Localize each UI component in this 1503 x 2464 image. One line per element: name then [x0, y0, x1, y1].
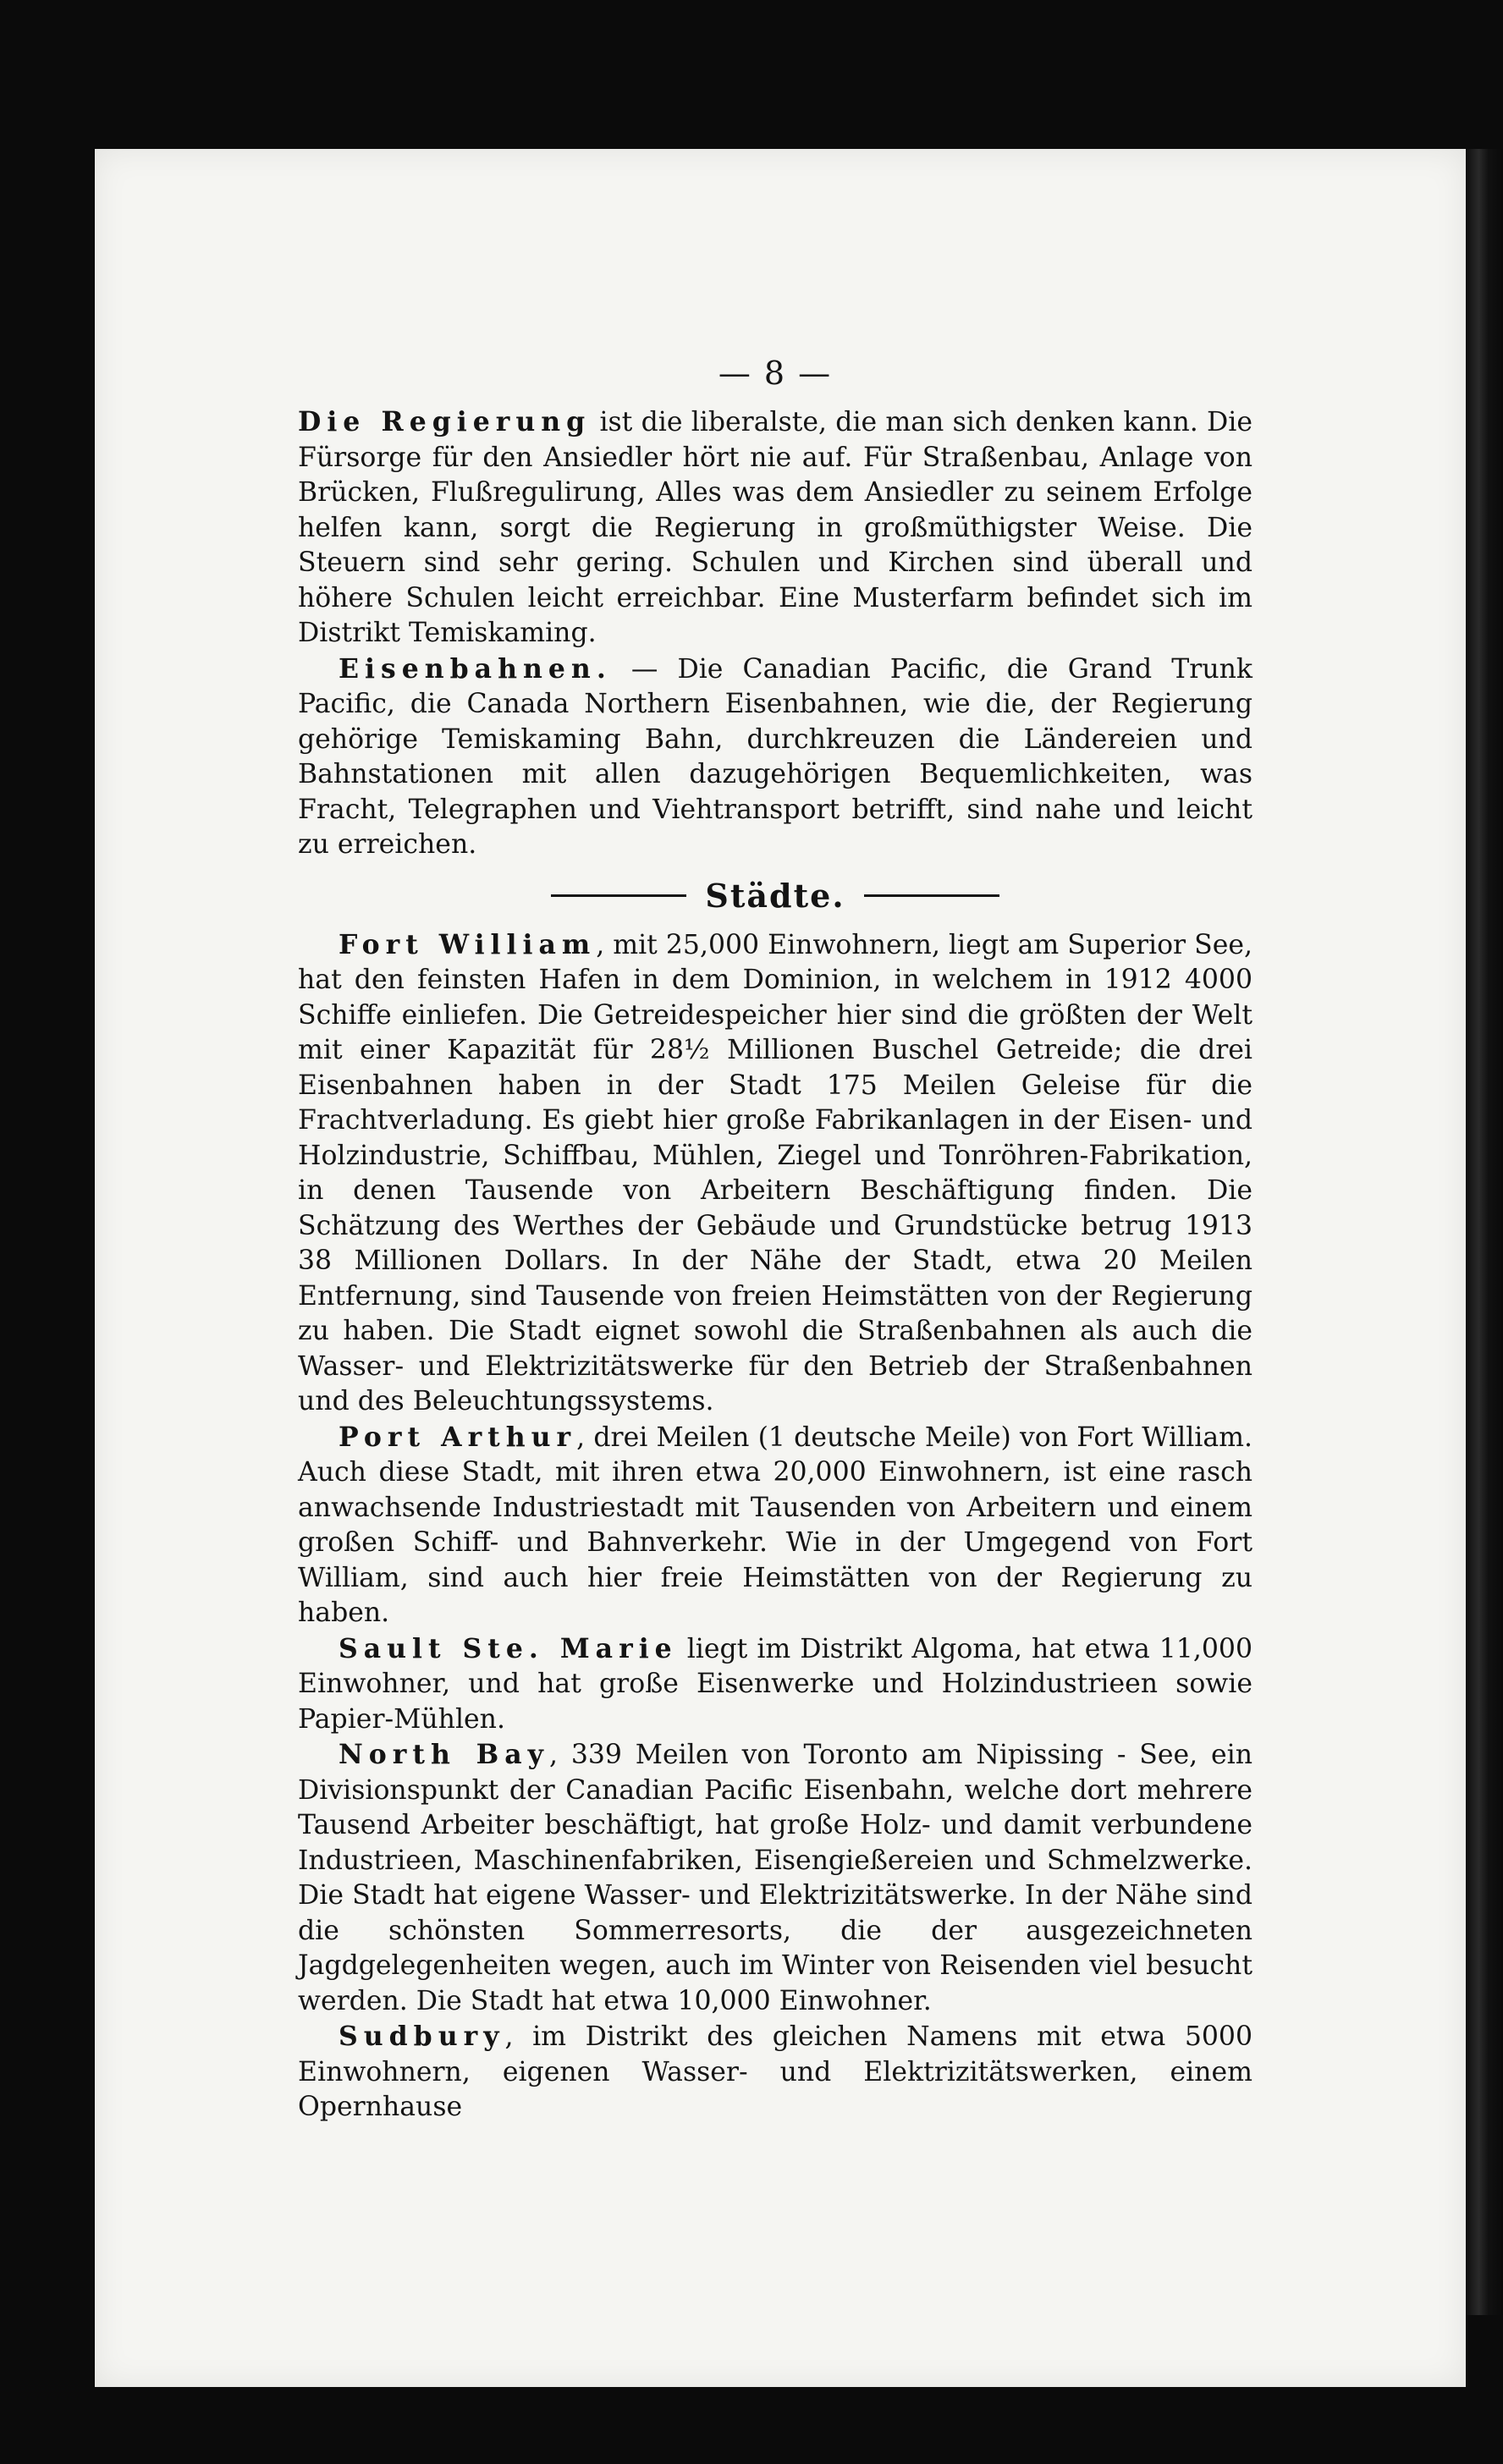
paragraph-port-arthur [298, 1420, 1252, 1631]
paragraph-lead: North Bay [339, 1739, 549, 1770]
heading-rule-left [551, 894, 686, 897]
paragraph-text: liegt im Distrikt Algoma, hat etwa 11,000 Einwohner, und hat große Eisenwerke und Holzindustrieen sowie Papier-Mühlen. [298, 1633, 1252, 1735]
paragraph-text: , drei Meilen (1 deutsche Meile) von Fort William. Auch diese Stadt, mit ihren etwa 20,000 Einwohnern, ist eine rasch anwachsende Industriestadt mit Tausenden von Arbeitern und einem großen Schiff- und Bahnverkehr. Wie in der Umgegend von Fort William, sind auch hier freie Heimstätten von der Regierung zu haben. [298, 1422, 1253, 1628]
paragraph-text: — Die Canadian Pacific, die Grand Trunk Pacific, die Canada Northern Eisenbahnen, wie die, der Regierung gehörige Temiskaming Bahn, durchkreuzen die Ländereien und Bahnstationen mit allen dazugehörigen Bequemlichkeiten, was Fracht, Telegraphen und Viehtransport betrifft, sind nahe und leicht zu erreichen. [298, 653, 1252, 860]
paragraph-lead: Sudbury [339, 2021, 505, 2052]
paragraph-lead: Fort William [339, 928, 597, 960]
paragraph-text: , mit 25,000 Einwohnern, liegt am Superior See, hat den feinsten Hafen in dem Dominion, in welchem in 1912 4000 Schiffe einliefen. Die Getreidespeicher hier sind die größten der Welt mit einer Kapazität für 28½ Millionen Buschel Getreide; die drei Eisenbahnen haben in der Stadt 175 Meilen Geleise für die Frachtverladung. Es giebt hier große Fabrikanlagen in der Eisen- und Holzindustrie, Schiffbau, Mühlen, Ziegel und Tonröhren-Fabrikation, in denen Tausende von Arbeitern Beschäftigung finden. Die Schätzung des Werthes der Gebäude und Grundstücke betrug 1913 38 Millionen Dollars. In der Nähe der Stadt, etwa 20 Meilen Entfernung, sind Tausende von freien Heimstätten von der Regierung zu haben. Die Stadt eignet sowohl die Straßenbahnen als auch die Wasser- und Elektrizitätswerke für den Betrieb der Straßenbahnen und des Beleuchtungssystems. [298, 929, 1252, 1416]
heading-rule-right [864, 894, 999, 897]
section-heading-row [298, 877, 1252, 916]
paragraph-north-bay [298, 1737, 1252, 2019]
paragraph-eisenbahnen [298, 652, 1252, 863]
section-heading: Städte. [705, 876, 845, 915]
paragraph-sault-ste-marie [298, 1631, 1252, 1738]
page-content [298, 354, 1252, 2126]
paragraph-text: , im Distrikt des gleichen Namens mit etwa 5000 Einwohnern, eigenen Wasser- und Elektrizitätswerken, einem Opernhause [298, 2021, 1252, 2122]
paragraph-lead: Eisenbahnen. [339, 652, 612, 685]
paragraph-fort-william [298, 927, 1252, 1420]
paragraph-text: ist die liberalste, die man sich denken kann. Die Fürsorge für den Ansiedler hört nie auf. Für Straßenbau, Anlage von Brücken, Flußregulirung, Alles was dem Ansiedler zu seinem Erfolge helfen kann, sorgt die Regierung in großmüthigster Weise. Die Steuern sind sehr gering. Schulen und Kirchen sind überall und höhere Schulen leicht erreichbar. Eine Musterfarm befindet sich im Distrikt Temiskaming. [298, 407, 1253, 648]
paragraph-text: , 339 Meilen von Toronto am Nipissing - See, ein Divisionspunkt der Canadian Pacific Eisenbahn, welche dort mehrere Tausend Arbeiter beschäftigt, hat große Holz- und damit verbundene Industrieen, Maschinenfabriken, Eisengießereien und Schmelzwerke. Die Stadt hat eigene Wasser- und Elektrizitätswerke. In der Nähe sind die schönsten Sommerresorts, die der ausgezeichneten Jagdgelegenheiten wegen, auch im Winter von Reisenden viel besucht werden. Die Stadt hat etwa 10,000 Einwohner. [298, 1740, 1253, 2016]
adjacent-page-edge [1466, 149, 1503, 2315]
paragraph-lead: Sault Ste. Marie [339, 1632, 678, 1664]
paragraph-lead: Die Regierung [298, 406, 592, 437]
paragraph-regierung [298, 404, 1252, 652]
paragraph-lead: Port Arthur [339, 1421, 577, 1453]
page-number: — 8 — [718, 355, 833, 392]
paragraph-sudbury [298, 2019, 1252, 2126]
